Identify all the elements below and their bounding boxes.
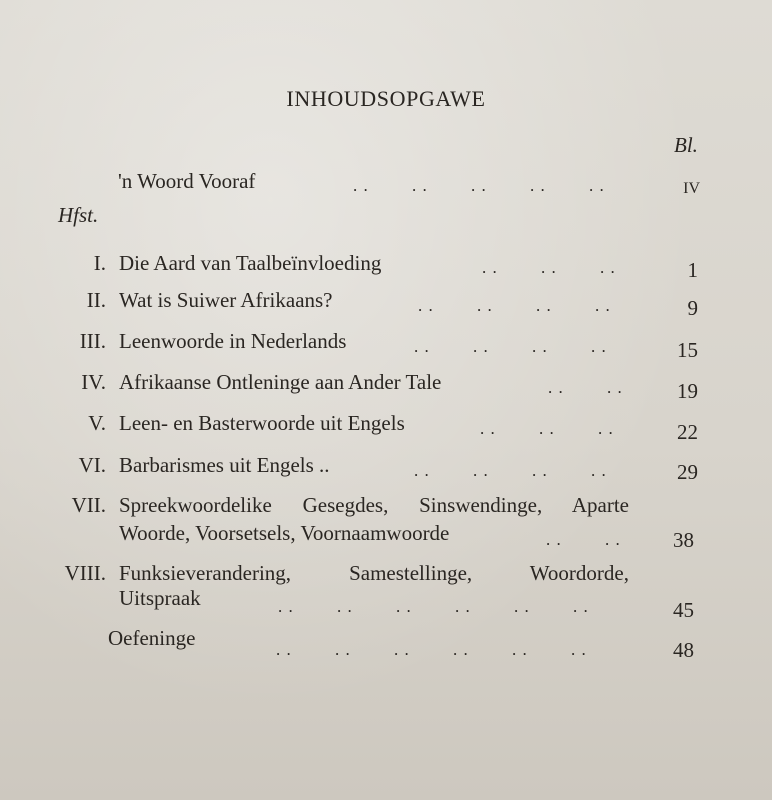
chapter-page: 9 [687,296,698,320]
chapter-leader [546,531,621,548]
chapter-page: 45 [673,598,694,622]
leader-dots: . . [589,176,605,195]
leader-dots: . . [607,378,623,397]
exercises-page: 48 [673,638,694,662]
leader-dots: . . [514,597,530,616]
chapter-leader [418,297,611,314]
leader-dots: . . [353,176,369,195]
leader-dots: . . [453,640,469,659]
chapter-title-line: Uitspraak [119,586,201,610]
leader-dots: . . [532,461,548,480]
leader-dots: . . [482,258,498,277]
chapter-title: Wat is Suiwer Afrikaans? [119,288,333,312]
chapter-page: 29 [677,460,698,484]
chapter-title-line: Woorde, Voorsetsels, Voornaamwoorde [119,521,450,545]
chapter-leader [278,598,589,615]
leader-dots: . . [276,640,292,659]
chapter-column-label: Hfst. [58,203,99,227]
chapter-number: VII. [71,493,106,517]
leader-dots: . . [473,337,489,356]
chapter-leader [480,420,614,437]
leader-dots: . . [598,419,614,438]
chapter-title: Leenwoorde in Nederlands [119,329,347,353]
foreword-leader [353,177,605,194]
chapter-page: 22 [677,420,698,444]
leader-dots: . . [548,378,564,397]
leader-dots: . . [605,530,621,549]
leader-dots: . . [335,640,351,659]
leader-dots: . . [532,337,548,356]
leader-dots: . . [414,461,430,480]
leader-dots: . . [412,176,428,195]
leader-dots: . . [571,640,587,659]
chapter-page: 19 [677,379,698,403]
leader-dots: . . [414,337,430,356]
chapter-leader [482,259,616,276]
chapter-leader [548,379,623,396]
chapter-page: 38 [673,528,694,552]
chapter-number: V. [88,411,106,435]
leader-dots: . . [455,597,471,616]
leader-dots: . . [480,419,496,438]
page-column-label: Bl. [674,133,698,157]
chapter-number: III. [79,329,106,353]
chapter-leader [414,462,607,479]
leader-dots: . . [546,530,562,549]
leader-dots: . . [573,597,589,616]
chapter-leader [414,338,607,355]
chapter-number: IV. [81,370,106,394]
leader-dots: . . [595,296,611,315]
foreword-title: 'n Woord Vooraf [118,169,256,193]
leader-dots: . . [536,296,552,315]
leader-dots: . . [512,640,528,659]
chapter-number: VIII. [64,561,106,585]
chapter-title-line: Funksieverandering, Samestellinge, Woordorde, [119,561,629,585]
chapter-page: 15 [677,338,698,362]
chapter-number: II. [86,288,106,312]
chapter-title: Barbarismes uit Engels .. [119,453,330,477]
leader-dots: . . [530,176,546,195]
exercises-title: Oefeninge [108,626,196,650]
leader-dots: . . [418,296,434,315]
leader-dots: . . [396,597,412,616]
leader-dots: . . [477,296,493,315]
chapter-title-line: Spreekwoordelike Gesegdes, Sinswendinge, Aparte [119,493,629,517]
leader-dots: . . [600,258,616,277]
chapter-title: Die Aard van Taalbeïnvloeding [119,251,382,275]
foreword-page: IV [683,180,700,197]
chapter-title: Afrikaanse Ontleninge aan Ander Tale [119,370,442,394]
leader-dots: . . [539,419,555,438]
leader-dots: . . [541,258,557,277]
leader-dots: . . [278,597,294,616]
leader-dots: . . [394,640,410,659]
leader-dots: . . [337,597,353,616]
leader-dots: . . [591,461,607,480]
leader-dots: . . [471,176,487,195]
chapter-number: VI. [78,453,106,477]
chapter-page: 1 [687,258,698,282]
leader-dots: . . [591,337,607,356]
page-title: INHOUDSOPGAWE [286,86,486,111]
leader-dots: . . [473,461,489,480]
chapter-number: I. [93,251,106,275]
chapter-title: Leen- en Basterwoorde uit Engels [119,411,405,435]
exercises-leader [276,641,587,658]
